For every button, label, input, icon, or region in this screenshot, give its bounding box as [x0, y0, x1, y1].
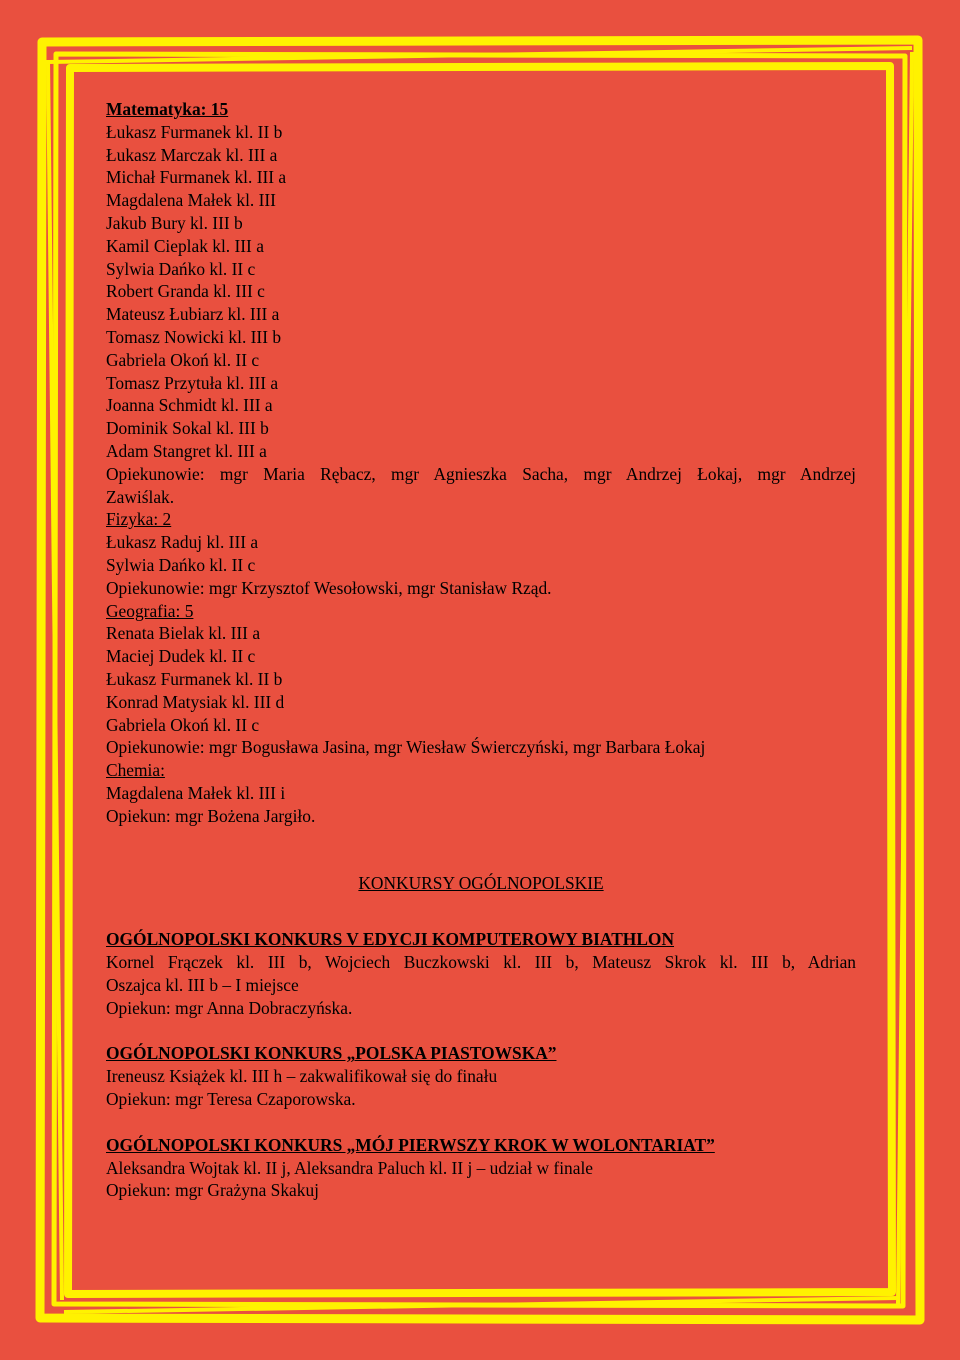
chemistry-guardians: Opiekun: mgr Bożena Jargiło.: [106, 805, 316, 826]
student-entry: Magdalena Małek kl. III i: [106, 782, 286, 803]
student-entry: Renata Bielak kl. III a: [106, 623, 261, 644]
contest-guardian: Opiekun: mgr Anna Dobraczyńska.: [106, 997, 353, 1018]
contest-block: [106, 1134, 856, 1202]
physics-guardians: Opiekunowie: mgr Krzysztof Wesołowski, mgr Stanisław Rząd.: [106, 577, 552, 598]
student-entry: Adam Stangret kl. III a: [106, 440, 267, 461]
contest-participants: Kornel Frączek kl. III b, Wojciech Buczkowski kl. III b, Mateusz Skrok kl. III b, Adrian: [106, 952, 856, 973]
chemistry-heading: Chemia:: [106, 760, 165, 781]
student-entry: Jakub Bury kl. III b: [106, 212, 243, 233]
student-entry: Magdalena Małek kl. III: [106, 190, 276, 211]
student-entry: Gabriela Okoń kl. II c: [106, 349, 260, 370]
math-student-list: [106, 121, 856, 463]
contest-participants: Aleksandra Wojtak kl. II j, Aleksandra Paluch kl. II j – udział w finale: [106, 1157, 594, 1178]
math-guardians: Opiekunowie: mgr Maria Rębacz, mgr Agnieszka Sacha, mgr Andrzej Łokaj, mgr Andrzej: [106, 463, 856, 484]
student-entry: Gabriela Okoń kl. II c: [106, 714, 260, 735]
contest-block: [106, 1042, 856, 1110]
student-entry: Konrad Matysiak kl. III d: [106, 691, 285, 712]
student-entry: Sylwia Dańko kl. II c: [106, 554, 256, 575]
student-entry: Joanna Schmidt kl. III a: [106, 395, 273, 416]
contest-guardian: Opiekun: mgr Grażyna Skakuj: [106, 1180, 319, 1201]
math-guardians-cont: Zawiślak.: [106, 486, 175, 507]
contest-title: OGÓLNOPOLSKI KONKURS V EDYCJI KOMPUTEROWY BIATHLON: [106, 929, 675, 950]
student-entry: Łukasz Raduj kl. III a: [106, 532, 259, 553]
student-entry: Dominik Sokal kl. III b: [106, 418, 269, 439]
geography-student-list: [106, 622, 856, 736]
physics-heading: Fizyka: 2: [106, 509, 172, 530]
student-entry: Mateusz Łubiarz kl. III a: [106, 304, 280, 325]
national-contests-heading: KONKURSY OGÓLNOPOLSKIE: [358, 872, 604, 893]
student-entry: Maciej Dudek kl. II c: [106, 646, 256, 667]
student-entry: Łukasz Furmanek kl. II b: [106, 121, 283, 142]
contest-title: OGÓLNOPOLSKI KONKURS „MÓJ PIERWSZY KROK W WOLONTARIAT”: [106, 1134, 715, 1155]
contest-result: Oszajca kl. III b – I miejsce: [106, 974, 299, 995]
contest-guardian: Opiekun: mgr Teresa Czaporowska.: [106, 1089, 356, 1110]
math-heading: Matematyka: 15: [106, 99, 229, 119]
student-entry: Kamil Cieplak kl. III a: [106, 235, 264, 256]
contest-title: OGÓLNOPOLSKI KONKURS „POLSKA PIASTOWSKA”: [106, 1043, 557, 1064]
physics-student-list: [106, 531, 856, 577]
contest-participants: Ireneusz Książek kl. III h – zakwalifikował się do finału: [106, 1066, 498, 1087]
contest-block: [106, 928, 856, 1019]
document-body: [106, 98, 856, 1202]
geography-guardians: Opiekunowie: mgr Bogusława Jasina, mgr Wiesław Świerczyński, mgr Barbara Łokaj: [106, 737, 706, 758]
student-entry: Łukasz Furmanek kl. II b: [106, 668, 283, 689]
student-entry: Łukasz Marczak kl. III a: [106, 144, 278, 165]
student-entry: Michał Furmanek kl. III a: [106, 167, 287, 188]
student-entry: Tomasz Przytuła kl. III a: [106, 372, 279, 393]
chemistry-student-list: [106, 782, 856, 805]
student-entry: Robert Granda kl. III c: [106, 281, 265, 302]
geography-heading: Geografia: 5: [106, 600, 194, 621]
student-entry: Tomasz Nowicki kl. III b: [106, 326, 282, 347]
student-entry: Sylwia Dańko kl. II c: [106, 258, 256, 279]
